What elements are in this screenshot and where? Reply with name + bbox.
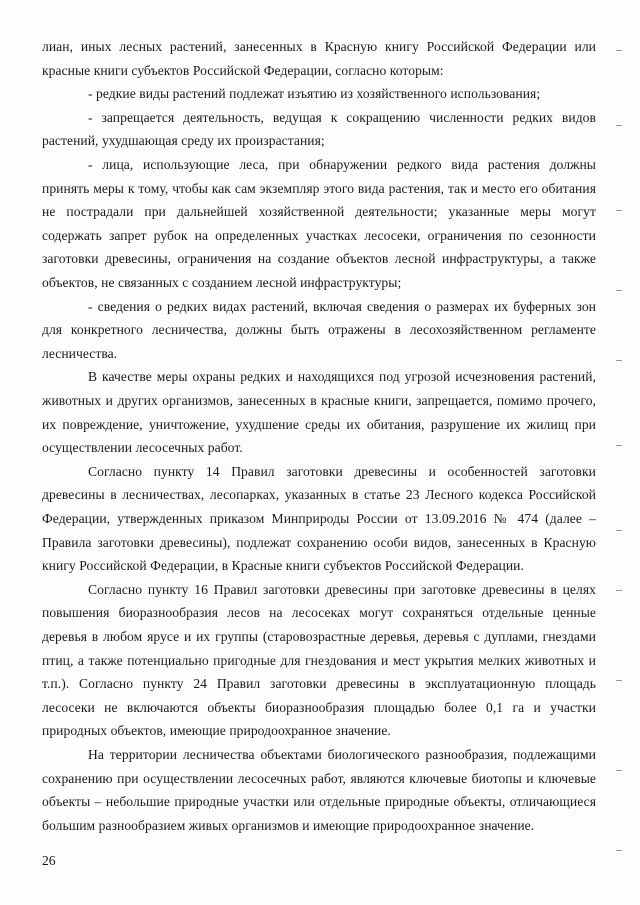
text-line: не пострадали при дальнейшей хозяйственной деятельности; указанные меры могут: [42, 204, 596, 219]
text-line: В качестве меры охраны редких и находящихся под угрозой исчезновения растений,: [88, 369, 596, 384]
scan-edge-marks: [616, 30, 624, 880]
text-line: - редкие виды растений подлежат изъятию из хозяйственного использования;: [88, 86, 541, 101]
text-line: птиц, а также потенциально пригодные для гнездования и мест укрытия мелких животных и: [42, 653, 596, 668]
text-line: осуществлении лесосечных работ.: [42, 440, 243, 455]
text-line: их повреждение, уничтожение, ухудшение среды их обитания, разрушение их жилищ при: [42, 417, 596, 432]
text-line: объекты – небольшие природные участки или отдельные природные объекты, отличающиеся: [42, 794, 596, 809]
text-line: природных объектов, имеющие природоохранное значение.: [42, 723, 391, 738]
text-line: животных и других организмов, занесенных в красные книги, запрещается, помимо прочего,: [42, 393, 596, 408]
text-line: - лица, использующие леса, при обнаружении редкого вида растения должны: [88, 157, 596, 172]
text-line: Согласно пункту 16 Правил заготовки древесины при заготовке древесины в целях: [88, 582, 596, 597]
text-line: заготовки древесины, ограничения на создание объектов лесной инфраструктуры, а также: [42, 251, 596, 266]
text-line: - запрещается деятельность, ведущая к сокращению численности редких видов: [88, 110, 596, 125]
page-number: 26: [42, 853, 56, 868]
text-line: растений, ухудшающая среду их произрастания;: [42, 133, 325, 148]
text-line: деревья в любом ярусе и их группы (старовозрастные деревья, деревья с дуплами, гнездами: [42, 629, 596, 644]
text-line: красные книги субъектов Российской Федерации, согласно которым:: [42, 63, 444, 78]
text-line: принять меры к тому, чтобы как сам экземпляр этого вида растения, так и место его обитания: [42, 181, 596, 196]
text-line: содержать запрет рубок на определенных участках лесосеки, ограничения по сезонности: [42, 228, 596, 243]
text-line: повышения биоразнообразия лесов на лесосеках могут сохраняться отдельные ценные: [42, 605, 596, 620]
text-line: Федерации, утвержденных приказом Минприроды России от 13.09.2016 № 474 (далее –: [42, 511, 596, 526]
text-line: древесины в лесничествах, лесопарках, указанных в статье 23 Лесного кодекса Российской: [42, 487, 596, 502]
text-line: Правила заготовки древесины), подлежат сохранению особи видов, занесенных в Красную: [42, 535, 596, 550]
text-line: - сведения о редких видах растений, включая сведения о размерах их буферных зон: [88, 299, 596, 314]
text-line: Согласно пункту 14 Правил заготовки древесины и особенностей заготовки: [88, 464, 596, 479]
text-line: объектов, не связанных с созданием лесной инфраструктуры;: [42, 275, 402, 290]
text-line: лесосеки не включаются объекты биоразнообразия площадью более 0,1 га и участки: [42, 700, 596, 715]
text-line: большим разнообразием живых организмов и имеющие природоохранное значение.: [42, 818, 535, 833]
text-line: книгу Российской Федерации, в Красные книги субъектов Российской Федерации.: [42, 558, 524, 573]
text-line: лиан, иных лесных растений, занесенных в Красную книгу Российской Федерации или: [42, 39, 596, 54]
text-line: На территории лесничества объектами биологического разнообразия, подлежащими: [88, 747, 596, 762]
text-line: лесничества.: [42, 346, 118, 361]
text-line: для конкретного лесничества, должны быть отражены в лесохозяйственном регламенте: [42, 322, 596, 337]
text-line: сохранению при осуществлении лесосечных работ, являются ключевые биотопы и ключевые: [42, 771, 596, 786]
text-line: т.п.). Согласно пункту 24 Правил заготовки древесины в эксплуатационную площадь: [42, 676, 596, 691]
